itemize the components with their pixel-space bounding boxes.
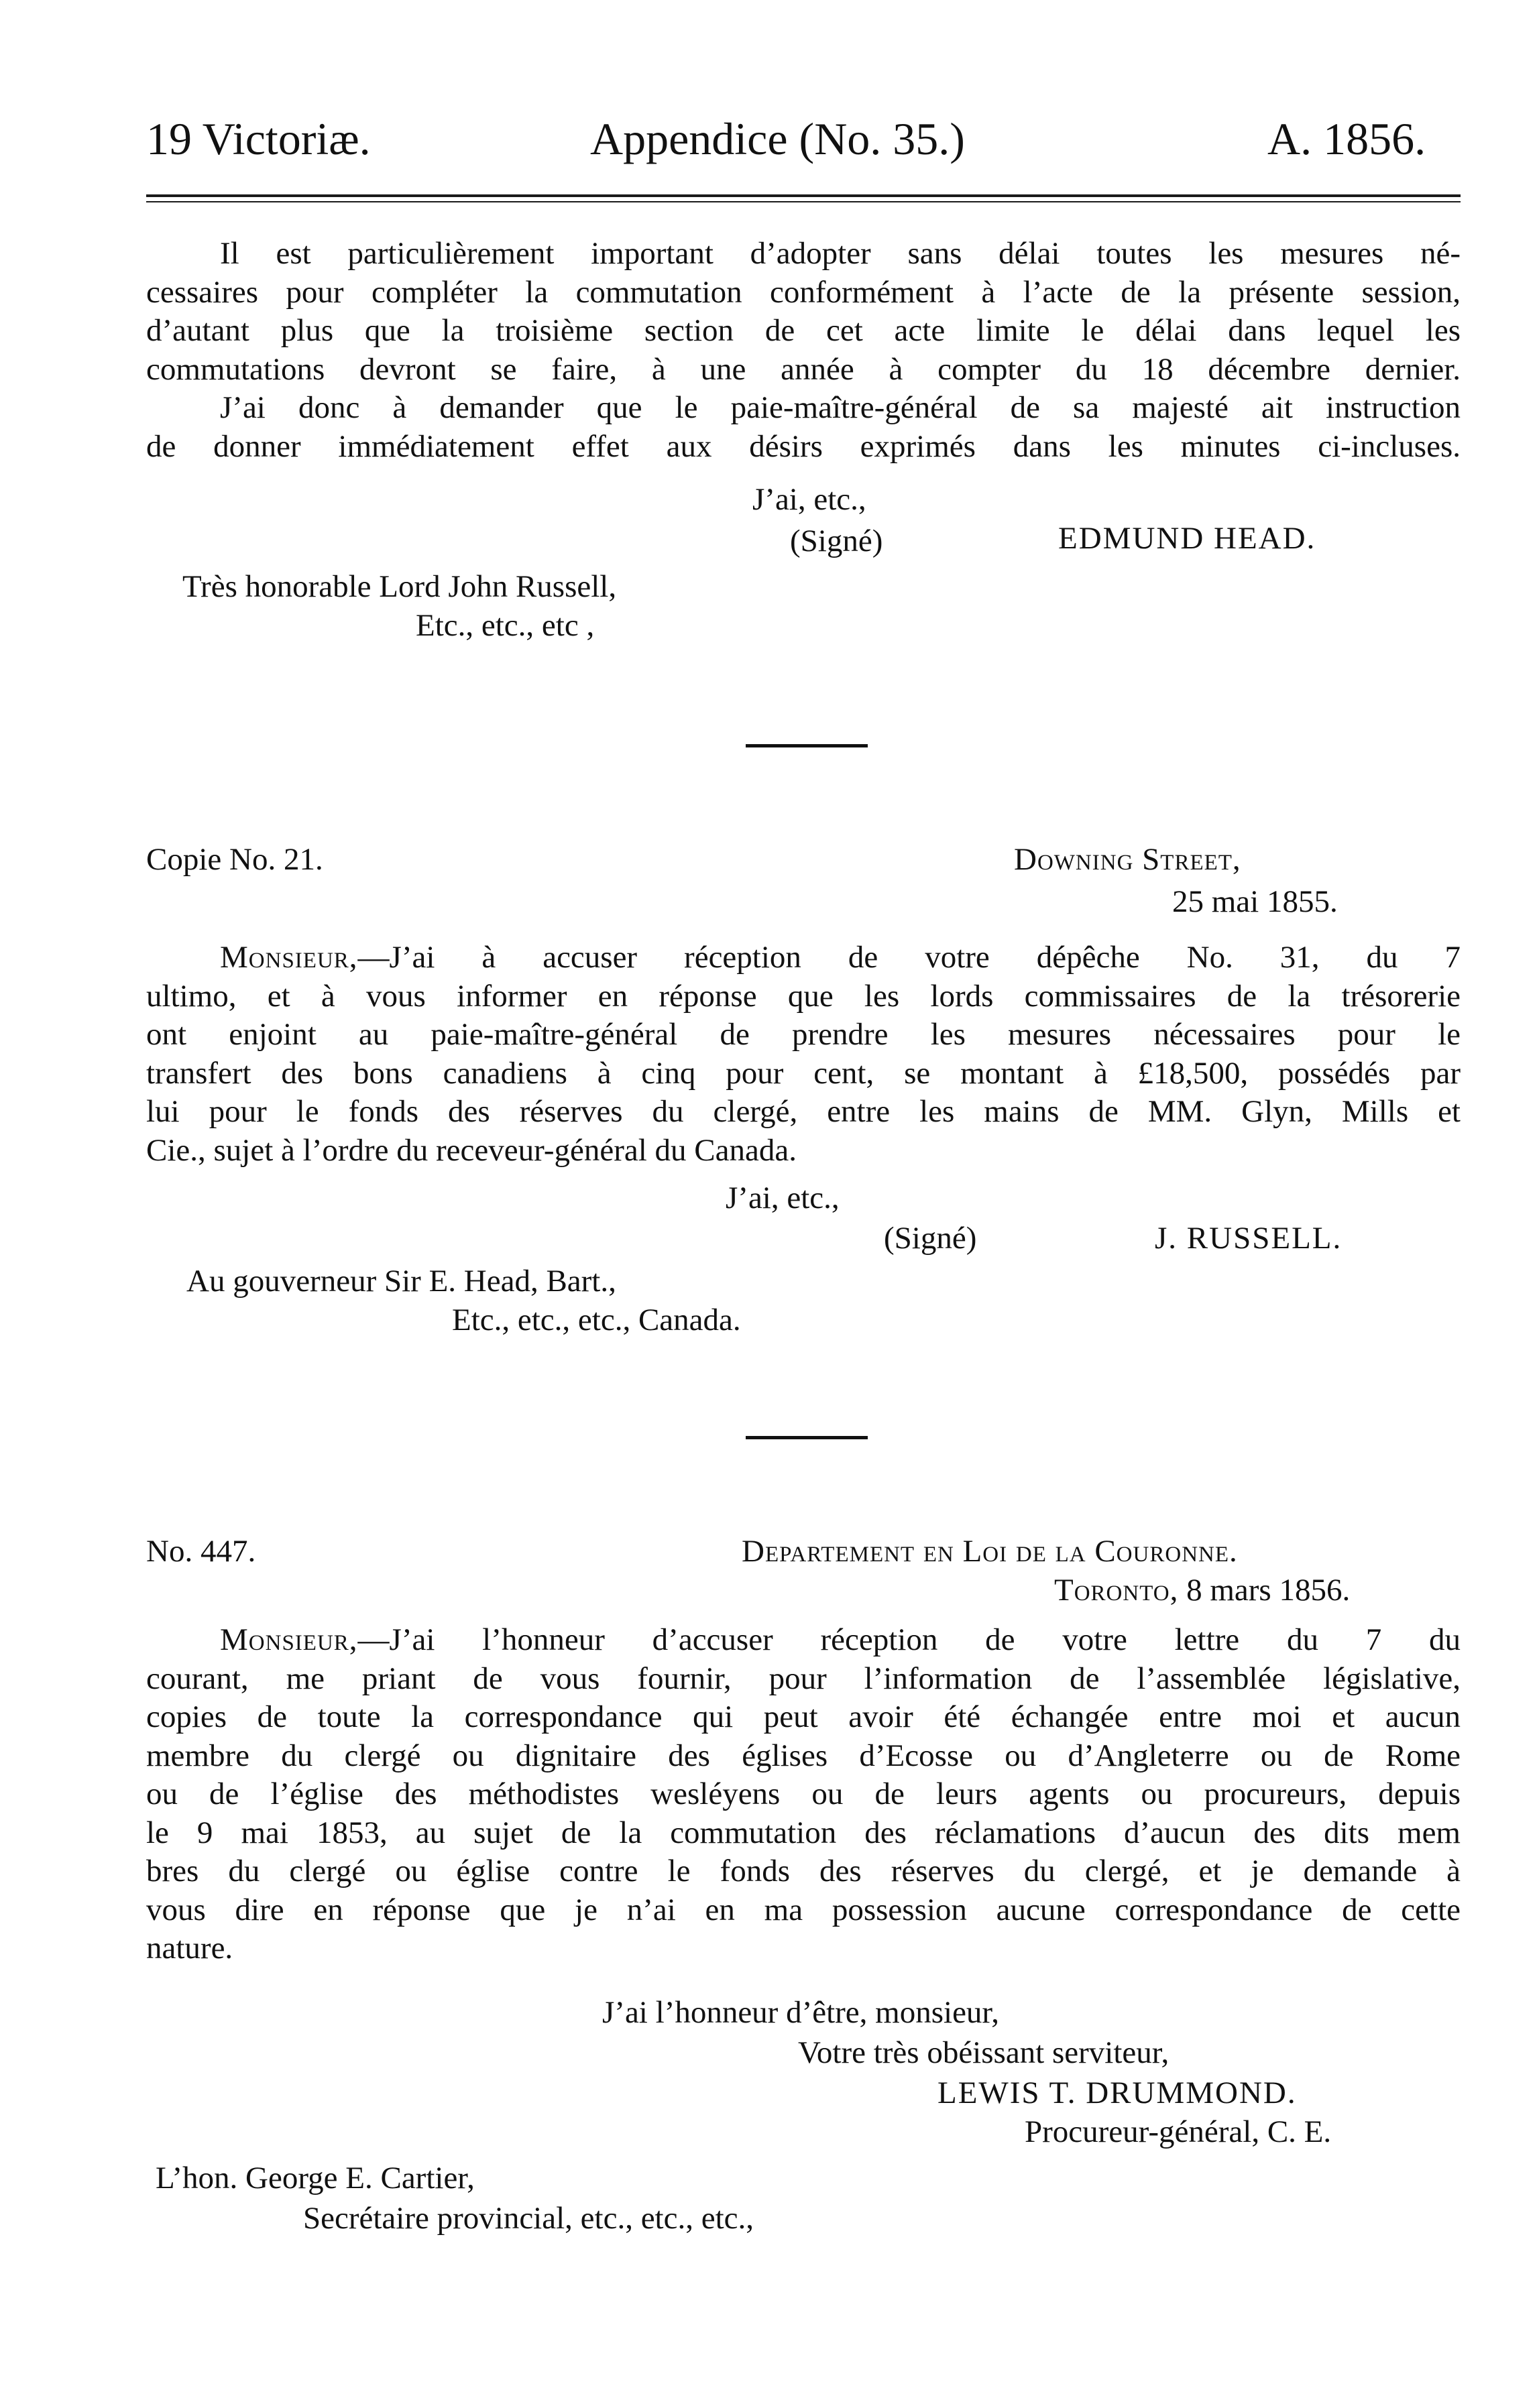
letter2-addressee-etc: Etc., etc., etc., Canada. (452, 1303, 741, 1337)
letter2-addressee: Au gouverneur Sir E. Head, Bart., (186, 1264, 616, 1299)
header-session: 19 Victoriæ. (146, 113, 371, 164)
text-line: lui pour le fonds des réserves du clergé, entre les mains de MM. Glyn, Mills et (146, 1094, 1461, 1129)
letter3-location-date (1054, 1572, 1350, 1608)
letter1-signer: EDMUND HEAD. (1058, 521, 1316, 556)
letter2-body (146, 939, 1461, 1170)
letter1-closing: J’ai, etc., (752, 482, 866, 517)
section-divider (746, 1436, 868, 1439)
text-line: J’ai donc à demander que le paie-maître-général de sa majesté ait instruction (220, 390, 1461, 425)
text-line: ont enjoint au paie-maître-général de prendre les mesures nécessaires pour le (146, 1017, 1461, 1052)
letter3-department: Departement en Loi de la Couronne. (742, 1534, 1238, 1569)
letter3-closing-servant: Votre très obéissant serviteur, (798, 2035, 1170, 2070)
letter1-body (146, 235, 1461, 466)
text-line: bres du clergé ou église contre le fonds des réserves du clergé, et je demande à (146, 1854, 1461, 1888)
letter1-signed: (Signé) (790, 524, 883, 558)
letter3-body (146, 1621, 1461, 1968)
header-year: A. 1856. (1267, 113, 1426, 164)
letter2-signer: J. RUSSELL. (1155, 1221, 1343, 1256)
text-line: d’autant plus que la troisième section de cet acte limite le délai dans lequel les (146, 313, 1461, 348)
letter2-copy-number: Copie No. 21. (146, 842, 323, 877)
text-line: nature. (146, 1931, 233, 1966)
text-line: Monsieur,—J’ai à accuser réception de votre dépêche No. 31, du 7 (220, 940, 1461, 975)
text-line: Monsieur,—J’ai l’honneur d’accuser réception de votre lettre du 7 du (220, 1622, 1461, 1657)
letter3-addressee-title: Secrétaire provincial, etc., etc., etc., (303, 2201, 754, 2236)
letter1-addressee: Très honorable Lord John Russell, (182, 569, 617, 604)
text-line: copies de toute la correspondance qui peut avoir été échangée entre moi et aucun (146, 1699, 1461, 1734)
letter2-date: 25 mai 1855. (1172, 884, 1338, 919)
text-line: de donner immédiatement effet aux désirs exprimés dans les minutes ci-incluses. (146, 428, 1461, 464)
letter3-signer: LEWIS T. DRUMMOND. (937, 2075, 1297, 2110)
text-line: membre du clergé ou dignitaire des églises d’Ecosse ou d’Angleterre ou de Rome (146, 1738, 1461, 1773)
text-line: courant, me priant de vous fournir, pour l’information de l’assemblée législative, (146, 1661, 1461, 1696)
text-line: cessaires pour compléter la commutation conformément à l’acte de la présente session, (146, 274, 1461, 310)
salutation: Monsieur, (220, 940, 358, 975)
letter3-city: Toronto, (1054, 1573, 1179, 1608)
letter3-date: 8 mars 1856. (1186, 1573, 1351, 1608)
letter3-signer-title: Procureur-général, C. E. (1025, 2114, 1332, 2149)
letter3-addressee: L’hon. George E. Cartier, (156, 2161, 475, 2195)
text-line: transfert des bons canadiens à cinq pour cent, se montant à £18,500, possédés par (146, 1055, 1461, 1091)
header-rule-thick (146, 194, 1461, 197)
letter2-signed: (Signé) (884, 1221, 977, 1256)
text-line: le 9 mai 1853, au sujet de la commutation des réclamations d’aucun des dits mem (146, 1815, 1461, 1850)
text-line: ultimo, et à vous informer en réponse que les lords commissaires de la trésorerie (146, 978, 1461, 1014)
letter2-place: Downing Street, (1014, 842, 1241, 877)
header-rule-thin (146, 201, 1461, 202)
text-line: vous dire en réponse que je n’ai en ma possession aucune correspondance de cette (146, 1892, 1461, 1927)
letter2-closing: J’ai, etc., (726, 1181, 840, 1215)
header-appendix: Appendice (No. 35.) (590, 113, 965, 164)
salutation: Monsieur, (220, 1622, 358, 1657)
letter3-closing: J’ai l’honneur d’être, monsieur, (602, 1995, 999, 2030)
text-line: Il est particulièrement important d’adopter sans délai toutes les mesures né- (220, 236, 1461, 271)
text-line: commutations devront se faire, à une année à compter du 18 décembre dernier. (146, 351, 1461, 387)
letter3-number: No. 447. (146, 1534, 256, 1569)
text-line: ou de l’église des méthodistes wesléyens ou de leurs agents ou procureurs, depuis (146, 1777, 1461, 1811)
section-divider (746, 744, 868, 747)
letter1-addressee-etc: Etc., etc., etc , (416, 608, 595, 643)
text-line: Cie., sujet à l’ordre du receveur-général du Canada. (146, 1132, 797, 1168)
